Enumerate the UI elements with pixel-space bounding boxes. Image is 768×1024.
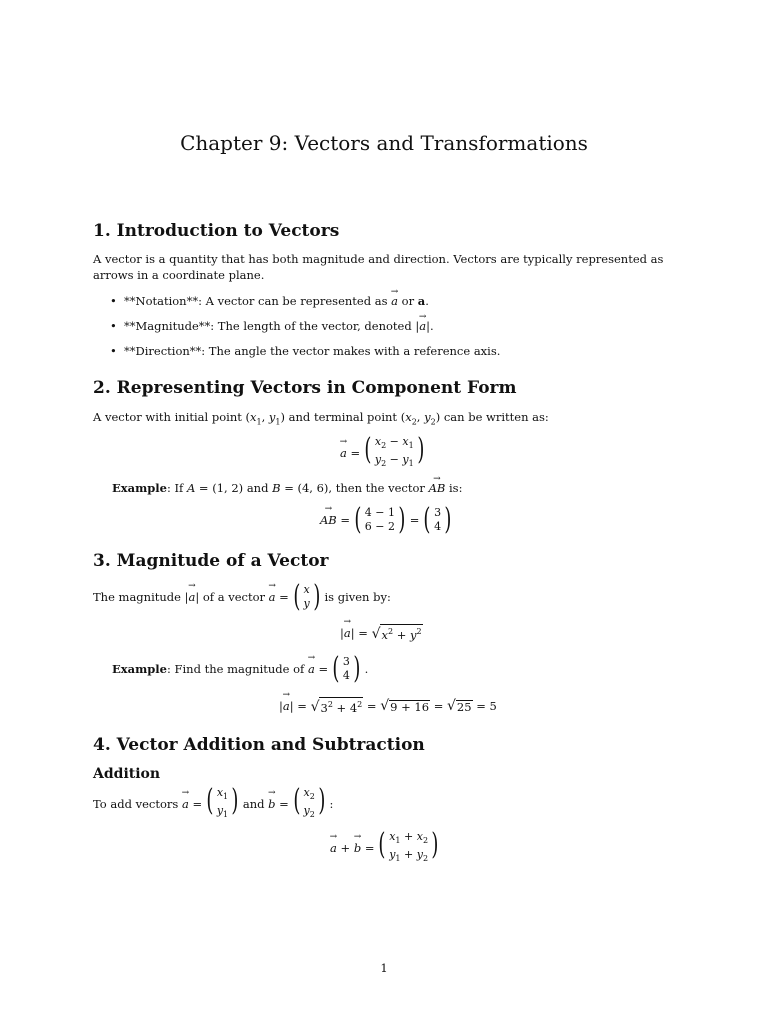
subsection-heading-addition: Addition [93, 766, 161, 782]
section-heading-component-form: 2. Representing Vectors in Component Form [93, 378, 517, 398]
page-number: 1 [380, 961, 388, 975]
bullet-notation: • **Notation**: A vector can be represented as → a or a. [110, 293, 429, 309]
magnitude-formula: | → a | = √ $x^2 + y^2$ [340, 624, 423, 642]
bullet-icon: • [110, 319, 117, 333]
bullet-magnitude: • **Magnitude**: The length of the vector, denoted |→ a|. [110, 318, 434, 334]
component-form-intro: A vector with initial point ($x_1$, $y_1$) and terminal point ($x_2$, $y_2$) can be written as: [93, 410, 549, 427]
addition-formula: → a + → b = ( $x_1 + x_2$ $y_1 + y_2$ ) [330, 830, 443, 866]
section-heading-addition-subtraction: 4. Vector Addition and Subtraction [93, 735, 425, 755]
addition-intro: To add vectors → a = ( $x_1$ $y_1$ ) and → b = ( $x_2$ $y_2$ ) : [93, 786, 333, 822]
bullet-icon: • [110, 294, 117, 308]
magnitude-intro: The magnitude | → a | of a vector → a = ( x y ) is given by: [93, 582, 391, 612]
component-form-example: Example: If A = (1, 2) and B = (4, 6), then the vector → AB is: [112, 480, 702, 496]
component-form-example-equation: → AB = ( 4 − 1 6 − 2 ) = ( 3 4 ) [320, 505, 456, 535]
magnitude-example: Example : Find the magnitude of → a = ( 3 4 ) . [112, 654, 368, 684]
magnitude-example-equation: | → a | = √ $3^2 + 4^2$ = √ 9 + 16 = √ 25 = 5 [279, 697, 497, 715]
bullet-direction: • **Direction**: The angle the vector makes with a reference axis. [110, 344, 501, 358]
section-heading-magnitude: 3. Magnitude of a Vector [93, 551, 329, 571]
page-title: Chapter 9: Vectors and Transformations [180, 131, 588, 155]
component-form-equation: → a = ( $x_2 - x_1$ $y_2 - y_1$ ) [340, 435, 428, 471]
bullet-icon: • [110, 344, 117, 358]
section-intro-paragraph: A vector is a quantity that has both magnitude and direction. Vectors are typically represented as arrows in a coordinate plane. [93, 252, 664, 282]
section-heading-intro: 1. Introduction to Vectors [93, 221, 340, 241]
